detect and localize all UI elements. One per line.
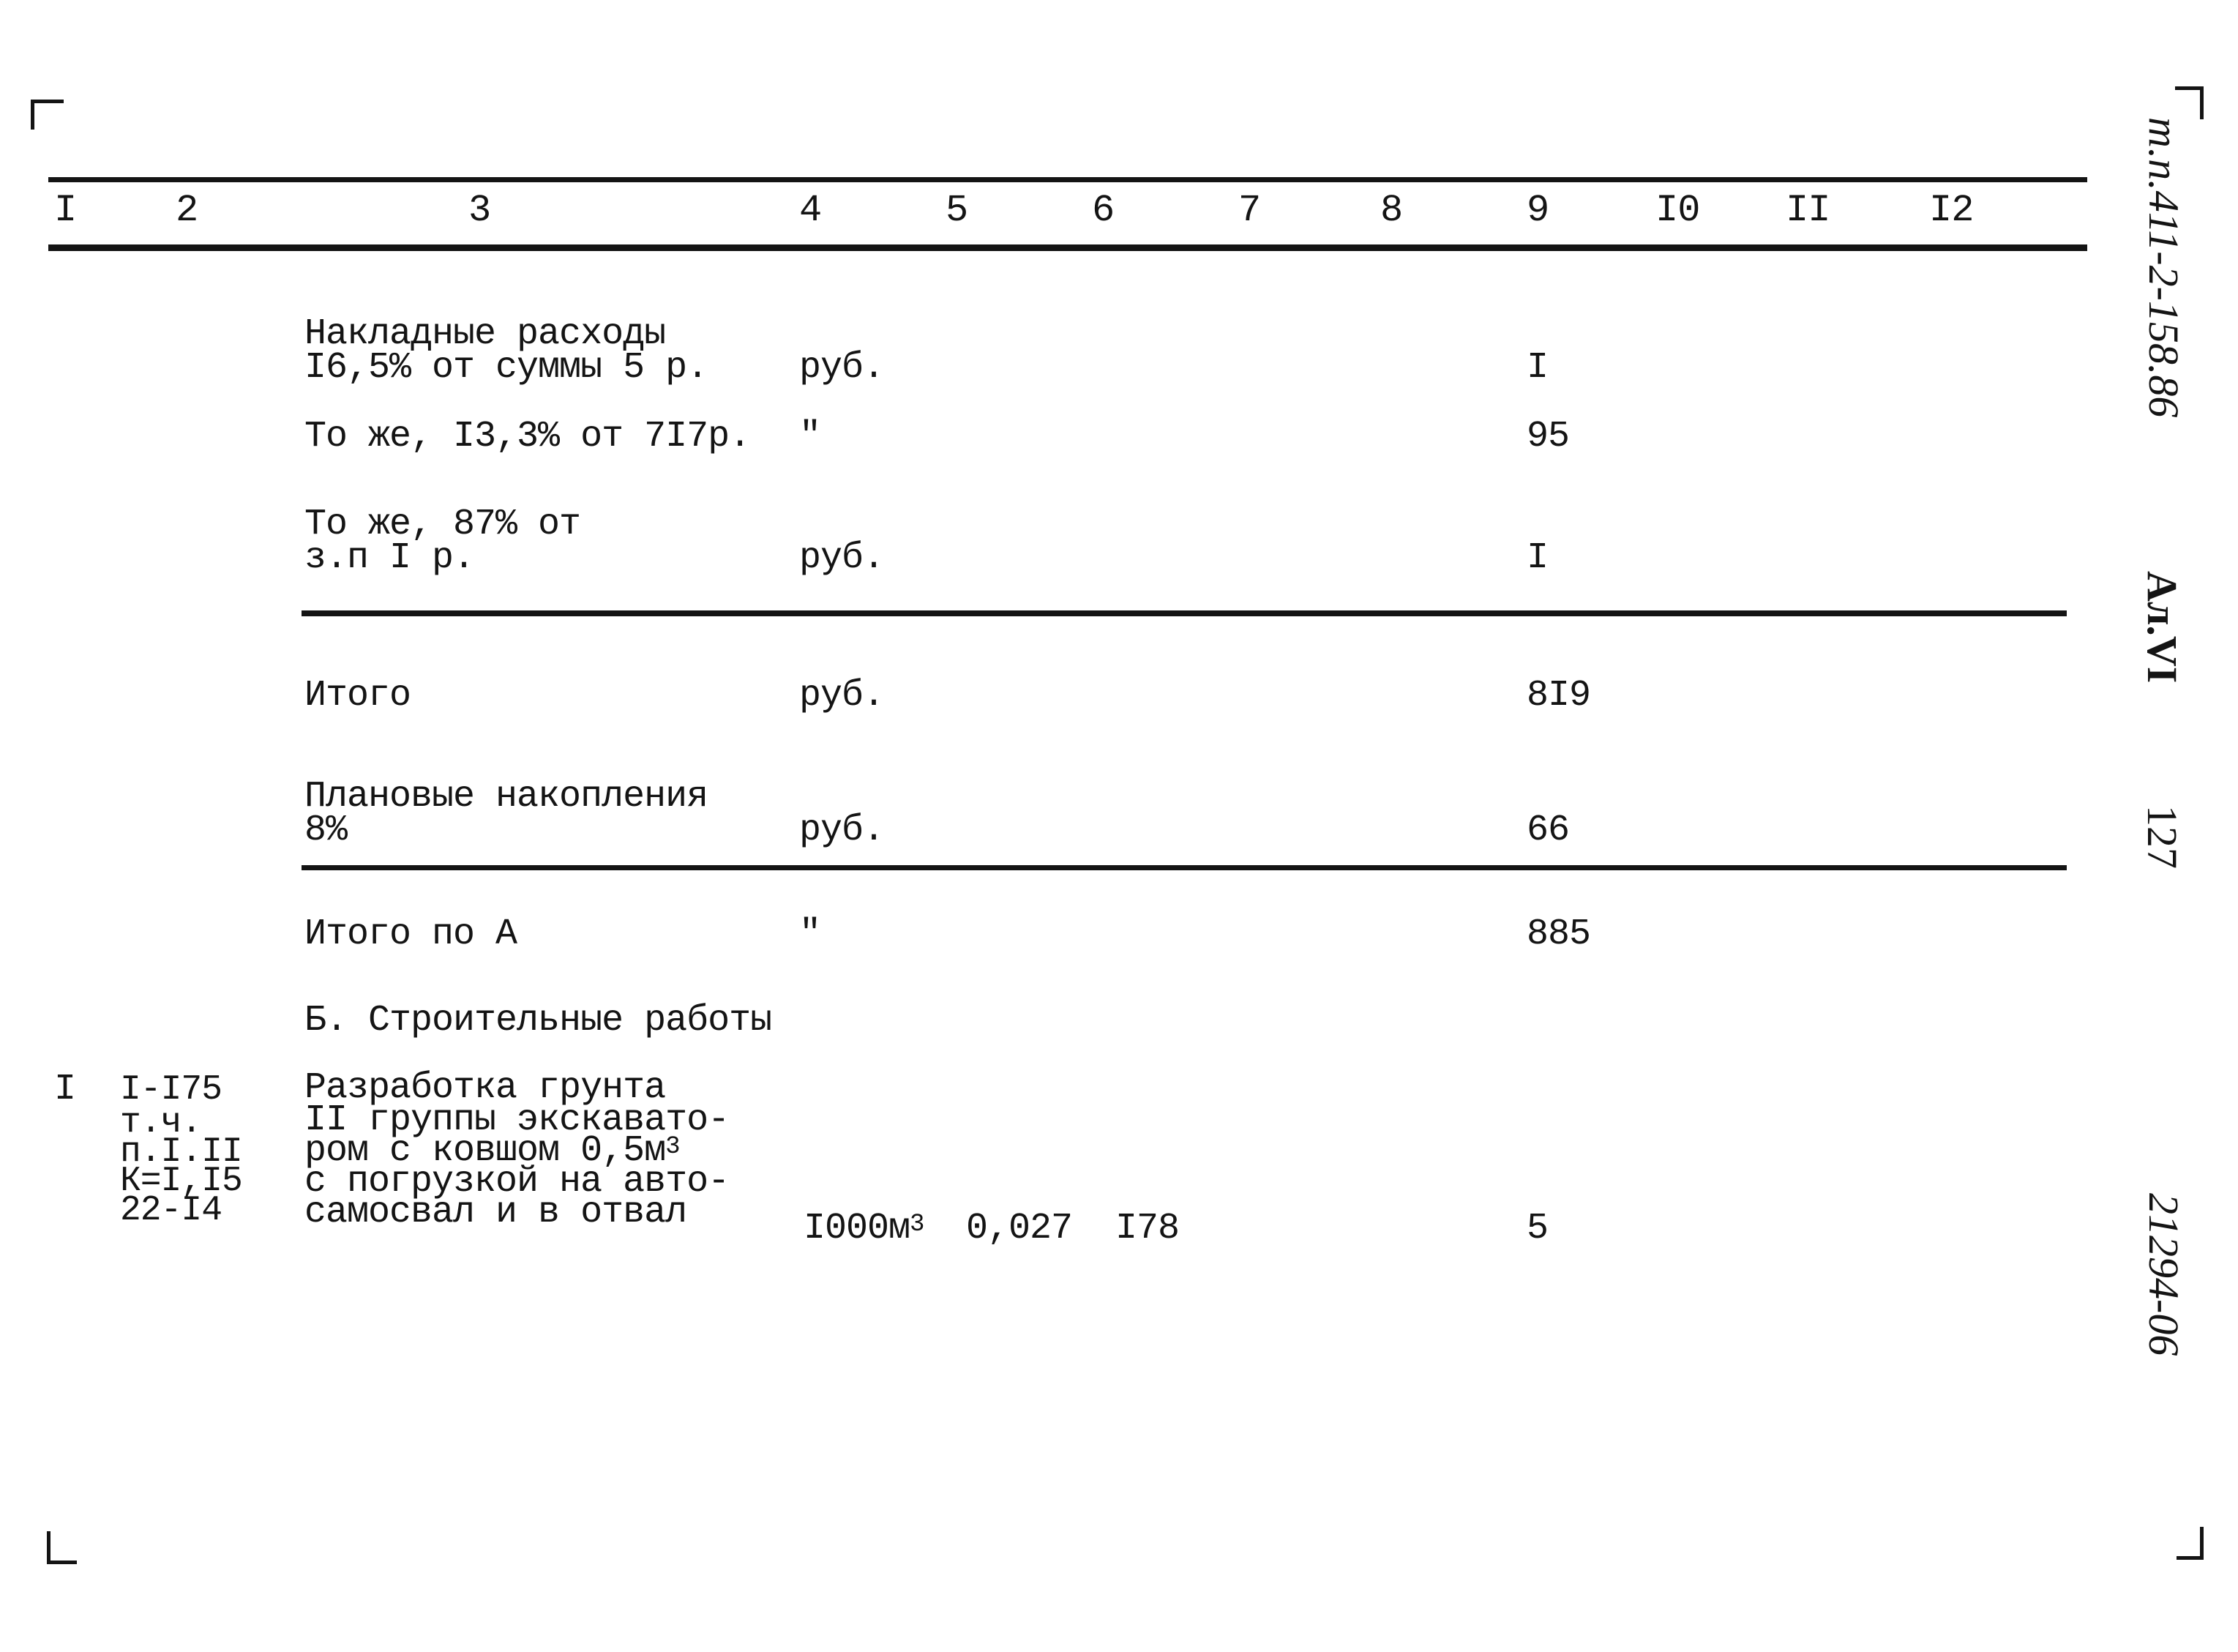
excavation-unit [804,1208,924,1249]
margin-page-number: 127 [2138,805,2186,869]
same-as-above-label-2-line1: То же, 87% от [304,504,581,545]
same-as-above-label-2-line2: з.п I р. [304,537,475,579]
overhead-label-line2: I6,5% от суммы 5 р. [304,347,708,389]
excavation-code-line: I-I75 [120,1070,222,1110]
excavation-value: 5 [1527,1208,1549,1249]
excavation-desc-line: II группы экскавато- [304,1099,730,1141]
excavation-desc-line: самосвал и в отвал [304,1192,687,1233]
excavation-unit-price: I78 [1115,1208,1180,1249]
planned-savings-label-line1: Плановые накопления [304,776,708,818]
excavation-desc-text: ром с ковшом 0,5м [304,1130,666,1172]
same-as-above-value-2: I [1527,537,1549,579]
margin-inventory-number: 21294-06 [2140,1193,2188,1356]
header-bottom-rule [48,244,2087,251]
excavation-unit-text: I000м [804,1208,910,1249]
total-a-label: Итого по А [304,913,517,955]
margin-document-code: т.п.411-2-158.86 [2140,117,2188,418]
planned-savings-label-line2: 8% [304,810,348,851]
column-header-9: 9 [1527,189,1549,232]
total-a-value: 885 [1527,913,1591,955]
corner-mark-top-right [2175,86,2204,119]
planned-savings-unit: руб. [799,810,885,851]
total-a-unit: " [799,913,821,955]
excavation-unit-superscript: 3 [910,1211,924,1238]
same-as-above-unit-2: руб. [799,537,885,579]
excavation-row-number: I [54,1069,76,1110]
overhead-label-line1: Накладные расходы [304,313,666,355]
column-header-1: I [54,189,77,232]
column-header-7: 7 [1238,189,1261,232]
margin-album-number: Ал.VI [2138,571,2186,684]
excavation-code-line: п.I.II [120,1132,242,1172]
excavation-desc-line: Разработка грунта [304,1067,666,1109]
excavation-desc-line: с погрузкой на авто- [304,1161,730,1203]
section-b-heading: Б. Строительные работы [304,1000,772,1042]
column-header-11: II [1786,189,1830,232]
excavation-code [120,1070,242,1230]
column-header-8: 8 [1380,189,1403,232]
planned-savings-value: 66 [1527,810,1570,851]
column-header-4: 4 [799,189,822,232]
column-header-10: I0 [1655,189,1700,232]
excavation-quantity: 0,027 [966,1208,1073,1249]
header-top-rule [48,177,2087,182]
same-as-above-unit-1: " [799,416,821,457]
total-label: Итого [304,675,411,717]
total-unit: руб. [799,675,885,717]
excavation-code-line: т.ч. [120,1103,202,1143]
column-header-6: 6 [1092,189,1115,232]
excavation-code-line: 22-I4 [120,1191,222,1230]
column-header-5: 5 [946,189,968,232]
excavation-code-line: К=I,I5 [120,1162,242,1201]
corner-mark-bottom-right [2177,1527,2204,1560]
column-header-2: 2 [176,189,198,232]
column-header-3: 3 [468,189,491,232]
excavation-desc-superscript: 3 [665,1133,680,1161]
corner-mark-bottom-left [47,1531,77,1564]
same-as-above-value-1: 95 [1527,416,1570,457]
overhead-unit: руб. [799,347,885,389]
total-value: 8I9 [1527,675,1591,717]
same-as-above-label-1: То же, I3,3% от 7I7р. [304,416,751,457]
total-a-rule [302,865,2067,870]
overhead-value: I [1527,347,1549,389]
corner-mark-top-left [31,100,64,130]
excavation-description [304,1067,730,1233]
column-header-12: I2 [1929,189,1974,232]
subtotal-rule [302,610,2067,616]
